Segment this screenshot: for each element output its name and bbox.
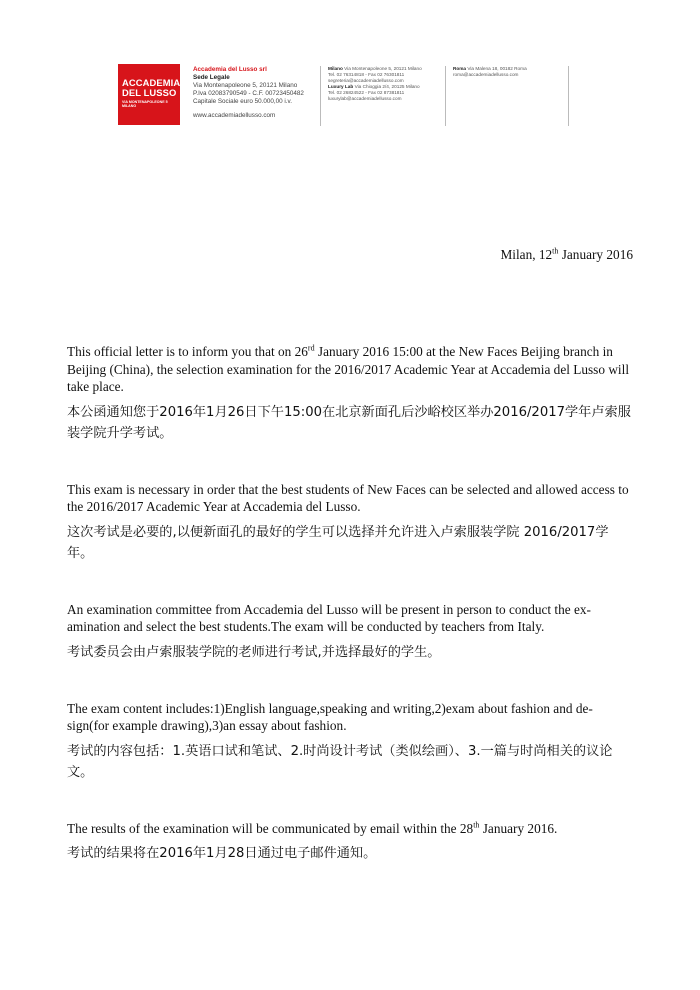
letter-body — [67, 343, 633, 864]
letter-date: Milan, 12th January 2016 — [500, 246, 633, 262]
academy-logo — [118, 64, 180, 125]
milano-phone: Tel. 02 76314818 - Fax 02 76301811 — [328, 72, 405, 78]
milano-email: segreteria@accademiadellusso.com — [328, 78, 404, 84]
paragraph-1-chinese: 本公函通知您于2016年1月26日下午15:00在北京新面孔后沙峪校区举办2016/2017学年卢索服装学院升学考试。 — [67, 404, 631, 441]
milano-address: Via Montenapoleone 5, 20121 Milano — [344, 66, 422, 71]
paragraph-2-english: This exam is necessary in order that the best students of New Faces can be selected and allowed access to the 2016/2017 Academic Year at Accademia del Lusso. — [67, 481, 629, 514]
lab-phone: Tel. 02 26824522 - Fax 02 87381811 — [328, 90, 405, 96]
paragraph-2-chinese: 这次考试是必要的,以便新面孔的最好的学生可以选择并允许进入卢索服装学院 2016/2017学年。 — [67, 524, 609, 561]
company-capital: Capitale Sociale euro 50.000,00 i.v. — [193, 98, 292, 105]
lab-title: Luxury Lab — [328, 84, 354, 90]
roma-email: roma@accademiadellusso.com — [453, 72, 519, 78]
company-name: Accademia del Lusso srl — [193, 66, 267, 73]
company-vat: P.Iva 02083790549 - C.F. 00723450482 — [193, 90, 304, 97]
paragraph-5-english: The results of the examination will be communicated by email within the 28th January 2016. — [67, 820, 558, 836]
paragraph-5-chinese: 考试的结果将在2016年1月28日通过电子邮件通知。 — [67, 846, 377, 861]
milano-office-info — [328, 66, 422, 103]
letterhead-divider — [445, 66, 446, 126]
lab-address: Via Chioggia 2/4, 20125 Milano — [354, 84, 420, 90]
paragraph-1-english: This official letter is to inform you that on 26rd January 2016 15:00 at the New Faces Beijing branch in Beijing (China), the selection examination for the 2016/2017 Academic Year at Accademia del Lusso will take place. — [67, 343, 630, 394]
logo-line-1: ACCADEMIA — [122, 77, 181, 88]
letterhead-divider — [320, 66, 321, 126]
company-seat: Sede Legale — [193, 74, 230, 81]
paragraph-4-english: The exam content includes:1)English language,speaking and writing,2)exam about fashion and de- sign(for example drawing),3)an essay about fashion. — [67, 700, 593, 733]
company-info — [193, 66, 304, 120]
letterhead-divider — [568, 66, 569, 126]
lab-email: luxurylab@accademiadellusso.com — [328, 96, 402, 102]
company-address: Via Montenapoleone 5, 20121 Milano — [193, 82, 298, 89]
roma-address: Via Malena 18, 00182 Roma — [467, 66, 527, 71]
logo-line-2: DEL LUSSO — [122, 87, 177, 98]
logo-address: VIA MONTENAPOLEONE 5 MILANO — [122, 100, 168, 109]
paragraph-4-chinese: 考试的内容包括：1.英语口试和笔试、2.时尚设计考试（类似绘画）、3.一篇与时尚相关的议论文。 — [67, 743, 613, 780]
paragraph-3-chinese: 考试委员会由卢索服装学院的老师进行考试,并选择最好的学生。 — [67, 644, 441, 660]
milano-title: Milano — [328, 66, 343, 71]
roma-title: Roma — [453, 66, 467, 71]
paragraph-3-english: An examination committee from Accademia del Lusso will be present in person to conduct the ex- amination and select the best students.The exam will be conducted by teachers from Italy. — [67, 601, 591, 634]
roma-office-info — [453, 66, 527, 78]
company-website: www.accademiadellusso.com — [193, 112, 276, 119]
